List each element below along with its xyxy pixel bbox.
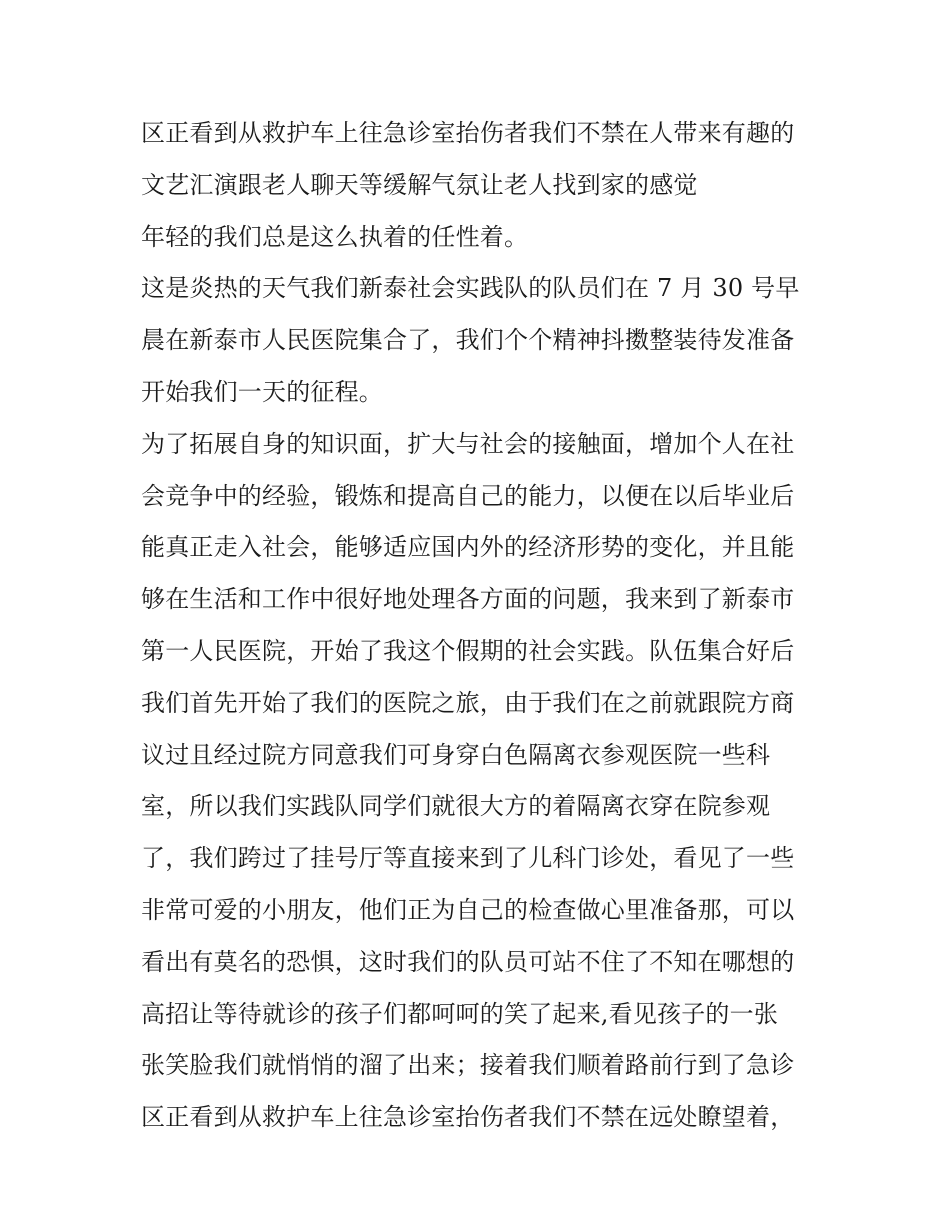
text-line: 室，所以我们实践队同学们就很大方的着隔离衣穿在院参观 [141, 792, 771, 821]
body-text [141, 108, 821, 1144]
text-line: 晨在新泰市人民医院集合了，我们个个精神抖擞整装待发准备 [141, 326, 795, 355]
text-line: 年轻的我们总是这么执着的任性着。 [141, 222, 529, 251]
text-line: 文艺汇演跟老人聊天等缓解气氛让老人找到家的感觉 [141, 170, 698, 199]
text-line: 议过且经过院方同意我们可身穿白色隔离衣参观医院一些科 [141, 740, 771, 769]
text-line: 能真正走入社会，能够适应国内外的经济形势的变化，并且能 [141, 533, 795, 562]
text-line: 区正看到从救护车上往急诊室抬伤者我们不禁在远处瞭望着， [141, 1103, 795, 1132]
text-line: 会竞争中的经验，锻炼和提高自己的能力，以便在以后毕业后 [141, 481, 795, 510]
text-line: 看出有莫名的恐惧，这时我们的队员可站不住了不知在哪想的 [141, 947, 795, 976]
text-line: 张笑脸我们就悄悄的溜了出来；接着我们顺着路前行到了急诊 [141, 1051, 795, 1080]
text-line: 开始我们一天的征程。 [141, 377, 383, 406]
text-line: 高招让等待就诊的孩子们都呵呵的笑了起来,看见孩子的一张 [141, 999, 779, 1028]
text-line: 区正看到从救护车上往急诊室抬伤者我们不禁在人带来有趣的 [141, 119, 795, 147]
text-line: 了，我们跨过了挂号厅等直接来到了儿科门诊处，看见了一些 [141, 844, 795, 873]
text-line: 我们首先开始了我们的医院之旅，由于我们在之前就跟院方商 [141, 688, 795, 717]
text-line: 为了拓展自身的知识面，扩大与社会的接触面，增加个人在社 [141, 429, 795, 458]
text-line: 这是炎热的天气我们新泰社会实践队的队员们在 7 月 30 号早 [141, 274, 800, 303]
text-line: 够在生活和工作中很好地处理各方面的问题，我来到了新泰市 [141, 585, 795, 614]
text-line: 第一人民医院，开始了我这个假期的社会实践。队伍集合好后 [141, 636, 795, 665]
text-line: 非常可爱的小朋友，他们正为自己的检查做心里准备那，可以 [141, 895, 795, 924]
